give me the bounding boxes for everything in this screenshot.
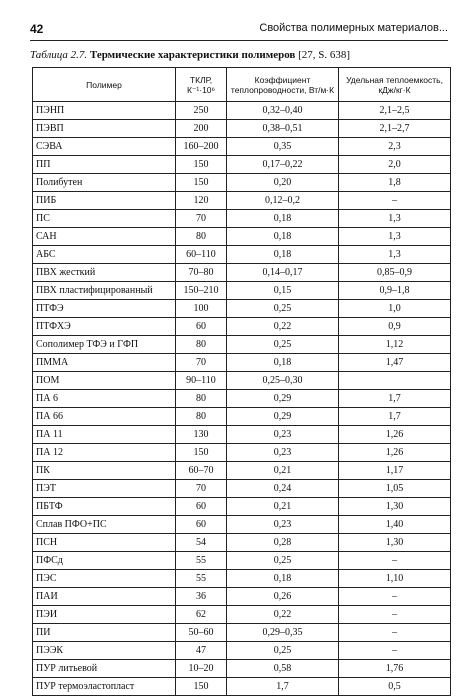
heat-capacity-cell: 1,76 — [339, 660, 451, 678]
conductivity-cell: 0,21 — [227, 498, 339, 516]
expansion-cell: 47 — [176, 642, 227, 660]
table-row — [33, 570, 451, 588]
heat-capacity-cell: 0,9–1,8 — [339, 282, 451, 300]
table-row — [33, 138, 451, 156]
expansion-cell: 200 — [176, 120, 227, 138]
conductivity-cell: 0,21 — [227, 462, 339, 480]
table-row — [33, 318, 451, 336]
heat-capacity-cell: 0,85–0,9 — [339, 264, 451, 282]
polymer-cell: ПБТФ — [33, 498, 176, 516]
expansion-cell: 250 — [176, 102, 227, 120]
polymer-cell: ПА 12 — [33, 444, 176, 462]
heat-capacity-cell: 1,05 — [339, 480, 451, 498]
column-header-polymer: Полимер — [33, 68, 176, 102]
polymer-cell: СЭВА — [33, 138, 176, 156]
conductivity-cell: 0,38–0,51 — [227, 120, 339, 138]
polymer-cell: ПАИ — [33, 588, 176, 606]
expansion-cell: 80 — [176, 336, 227, 354]
heat-capacity-cell: 1,17 — [339, 462, 451, 480]
expansion-cell: 150 — [176, 678, 227, 696]
polymer-cell: Сополимер ТФЭ и ГФП — [33, 336, 176, 354]
conductivity-cell: 0,24 — [227, 480, 339, 498]
expansion-cell: 55 — [176, 570, 227, 588]
polymer-cell: ПММА — [33, 354, 176, 372]
expansion-cell: 10–20 — [176, 660, 227, 678]
heat-capacity-cell: 2,1–2,7 — [339, 120, 451, 138]
table-row — [33, 498, 451, 516]
table-row — [33, 228, 451, 246]
conductivity-cell: 0,18 — [227, 228, 339, 246]
header-rule — [30, 40, 448, 41]
table-row — [33, 462, 451, 480]
table-row — [33, 480, 451, 498]
polymer-cell: САН — [33, 228, 176, 246]
conductivity-cell: 0,18 — [227, 354, 339, 372]
table-row — [33, 660, 451, 678]
table-row — [33, 264, 451, 282]
conductivity-cell: 0,15 — [227, 282, 339, 300]
expansion-cell: 70 — [176, 210, 227, 228]
table-row — [33, 300, 451, 318]
table-row — [33, 426, 451, 444]
polymer-cell: ПК — [33, 462, 176, 480]
polymer-cell: ПОМ — [33, 372, 176, 390]
table-row — [33, 444, 451, 462]
conductivity-cell: 0,25–0,30 — [227, 372, 339, 390]
conductivity-cell: 0,17–0,22 — [227, 156, 339, 174]
conductivity-cell: 0,29 — [227, 390, 339, 408]
polymer-cell: ПИБ — [33, 192, 176, 210]
table-row — [33, 624, 451, 642]
conductivity-cell: 0,29–0,35 — [227, 624, 339, 642]
polymer-cell: ПТФЭ — [33, 300, 176, 318]
table-row — [33, 606, 451, 624]
heat-capacity-cell: – — [339, 642, 451, 660]
expansion-cell: 36 — [176, 588, 227, 606]
polymer-cell: ПЭИ — [33, 606, 176, 624]
heat-capacity-cell: 2,3 — [339, 138, 451, 156]
polymer-cell: АБС — [33, 246, 176, 264]
thermal-properties-table — [32, 67, 451, 696]
heat-capacity-cell: – — [339, 588, 451, 606]
conductivity-cell: 0,18 — [227, 210, 339, 228]
heat-capacity-cell: – — [339, 552, 451, 570]
table-row — [33, 642, 451, 660]
expansion-cell: 55 — [176, 552, 227, 570]
expansion-cell: 150 — [176, 156, 227, 174]
polymer-cell: ПЭЭК — [33, 642, 176, 660]
expansion-cell: 62 — [176, 606, 227, 624]
polymer-cell: ПЭТ — [33, 480, 176, 498]
table-row — [33, 534, 451, 552]
conductivity-cell: 0,58 — [227, 660, 339, 678]
conductivity-cell: 0,32–0,40 — [227, 102, 339, 120]
expansion-cell: 160–200 — [176, 138, 227, 156]
expansion-cell: 80 — [176, 408, 227, 426]
heat-capacity-cell: 1,47 — [339, 354, 451, 372]
table-row — [33, 174, 451, 192]
table-row — [33, 372, 451, 390]
table-row — [33, 282, 451, 300]
table-row — [33, 588, 451, 606]
polymer-cell: Полибутен — [33, 174, 176, 192]
polymer-cell: ПС — [33, 210, 176, 228]
table-row — [33, 102, 451, 120]
polymer-cell: ПП — [33, 156, 176, 174]
conductivity-cell: 0,12–0,2 — [227, 192, 339, 210]
table-row — [33, 210, 451, 228]
polymer-cell: ПУР литьевой — [33, 660, 176, 678]
heat-capacity-cell: 1,3 — [339, 246, 451, 264]
heat-capacity-cell — [339, 372, 451, 390]
heat-capacity-cell: – — [339, 624, 451, 642]
expansion-cell: 70 — [176, 480, 227, 498]
conductivity-cell: 0,25 — [227, 552, 339, 570]
table-row — [33, 192, 451, 210]
expansion-cell: 150–210 — [176, 282, 227, 300]
polymer-cell: ПФСд — [33, 552, 176, 570]
table-row — [33, 354, 451, 372]
polymer-cell: ПА 6 — [33, 390, 176, 408]
conductivity-cell: 0,25 — [227, 300, 339, 318]
heat-capacity-cell: 1,26 — [339, 444, 451, 462]
conductivity-cell: 0,23 — [227, 426, 339, 444]
conductivity-cell: 0,22 — [227, 606, 339, 624]
polymer-cell: ПЭС — [33, 570, 176, 588]
polymer-cell: ПУР термоэластопласт — [33, 678, 176, 696]
conductivity-cell: 0,29 — [227, 408, 339, 426]
expansion-cell: 50–60 — [176, 624, 227, 642]
heat-capacity-cell: – — [339, 192, 451, 210]
expansion-cell: 80 — [176, 390, 227, 408]
heat-capacity-cell: 1,10 — [339, 570, 451, 588]
conductivity-cell: 0,26 — [227, 588, 339, 606]
heat-capacity-cell: 0,9 — [339, 318, 451, 336]
conductivity-cell: 1,7 — [227, 678, 339, 696]
expansion-cell: 60 — [176, 516, 227, 534]
expansion-cell: 150 — [176, 174, 227, 192]
expansion-cell: 60 — [176, 498, 227, 516]
column-header-expansion: ТКЛР, К⁻¹·10⁶ — [176, 68, 227, 102]
table-row — [33, 120, 451, 138]
table-body — [33, 102, 451, 696]
polymer-cell: ПА 11 — [33, 426, 176, 444]
conductivity-cell: 0,20 — [227, 174, 339, 192]
table-row — [33, 390, 451, 408]
conductivity-cell: 0,22 — [227, 318, 339, 336]
expansion-cell: 130 — [176, 426, 227, 444]
table-reference: [27, S. 638] — [298, 49, 351, 61]
running-title: Свойства полимерных материалов... — [259, 22, 448, 34]
table-row — [33, 246, 451, 264]
table-caption — [30, 49, 460, 61]
heat-capacity-cell: – — [339, 606, 451, 624]
expansion-cell: 120 — [176, 192, 227, 210]
heat-capacity-cell: 0,5 — [339, 678, 451, 696]
page-header — [30, 18, 448, 36]
expansion-cell: 80 — [176, 228, 227, 246]
polymer-cell: ПЭВП — [33, 120, 176, 138]
table-header-row — [33, 68, 451, 102]
table-title: Термические характеристики полимеров — [89, 49, 296, 61]
expansion-cell: 60 — [176, 318, 227, 336]
polymer-cell: ПТФХЭ — [33, 318, 176, 336]
heat-capacity-cell: 2,0 — [339, 156, 451, 174]
heat-capacity-cell: 1,7 — [339, 408, 451, 426]
expansion-cell: 60–110 — [176, 246, 227, 264]
expansion-cell: 54 — [176, 534, 227, 552]
conductivity-cell: 0,14–0,17 — [227, 264, 339, 282]
conductivity-cell: 0,35 — [227, 138, 339, 156]
table-row — [33, 408, 451, 426]
heat-capacity-cell: 1,26 — [339, 426, 451, 444]
column-header-heat-capacity: Удельная теплоемкость, кДж/кг·К — [339, 68, 451, 102]
page-number: 42 — [30, 22, 44, 36]
heat-capacity-cell: 1,3 — [339, 210, 451, 228]
table-row — [33, 516, 451, 534]
expansion-cell: 60–70 — [176, 462, 227, 480]
conductivity-cell: 0,23 — [227, 444, 339, 462]
table-number: Таблица 2.7. — [30, 49, 88, 61]
expansion-cell: 90–110 — [176, 372, 227, 390]
table-row — [33, 678, 451, 696]
heat-capacity-cell: 1,30 — [339, 534, 451, 552]
polymer-cell: ПВХ пластифицированный — [33, 282, 176, 300]
conductivity-cell: 0,18 — [227, 570, 339, 588]
conductivity-cell: 0,23 — [227, 516, 339, 534]
polymer-cell: Сплав ПФО+ПС — [33, 516, 176, 534]
polymer-cell: ПЭНП — [33, 102, 176, 120]
expansion-cell: 70 — [176, 354, 227, 372]
heat-capacity-cell: 1,3 — [339, 228, 451, 246]
polymer-cell: ПСН — [33, 534, 176, 552]
column-header-conductivity: Коэффициент теплопроводности, Вт/м·К — [227, 68, 339, 102]
conductivity-cell: 0,25 — [227, 642, 339, 660]
heat-capacity-cell: 1,12 — [339, 336, 451, 354]
expansion-cell: 100 — [176, 300, 227, 318]
table-row — [33, 336, 451, 354]
conductivity-cell: 0,25 — [227, 336, 339, 354]
heat-capacity-cell: 1,40 — [339, 516, 451, 534]
expansion-cell: 70–80 — [176, 264, 227, 282]
polymer-cell: ПВХ жесткий — [33, 264, 176, 282]
heat-capacity-cell: 1,30 — [339, 498, 451, 516]
table-row — [33, 552, 451, 570]
expansion-cell: 150 — [176, 444, 227, 462]
polymer-cell: ПИ — [33, 624, 176, 642]
conductivity-cell: 0,18 — [227, 246, 339, 264]
heat-capacity-cell: 1,7 — [339, 390, 451, 408]
table-row — [33, 156, 451, 174]
heat-capacity-cell: 1,8 — [339, 174, 451, 192]
heat-capacity-cell: 1,0 — [339, 300, 451, 318]
conductivity-cell: 0,28 — [227, 534, 339, 552]
polymer-cell: ПА 66 — [33, 408, 176, 426]
heat-capacity-cell: 2,1–2,5 — [339, 102, 451, 120]
